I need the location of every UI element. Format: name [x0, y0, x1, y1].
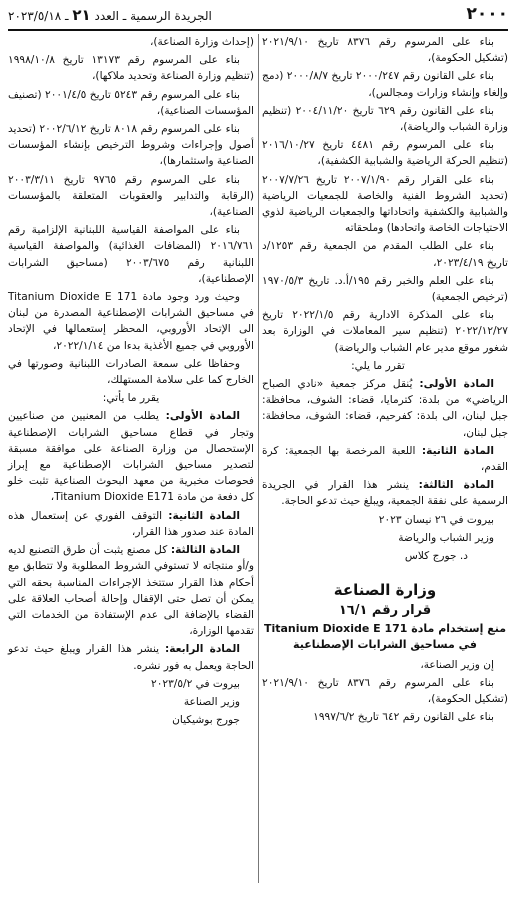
article-text: التوقف الفوري عن إستعمال هذه المادة عند صدور هذا القرار،: [8, 509, 254, 538]
article: [8, 408, 254, 505]
decision-subject-line: منع إستخدام مادة Titanium Dioxide E 171: [263, 621, 507, 635]
preamble-paragraph: بناء على المرسوم رقم ٨٣٧٦ تاريخ ٢٠٢١/٩/١٠ (تشكيل الحكومة)،: [262, 676, 508, 706]
article: [8, 641, 254, 673]
preamble-paragraph: بناء على المرسوم رقم ٨٠١٨ تاريخ ٢٠٠٢/٦/١٢ (تحديد أصول وإجراءات وشروط الترخيص بإنشاء المؤسسات الصناعية واستثمارها)،: [8, 123, 254, 168]
preamble-paragraph: بناء على المرسوم رقم ٤٤٨١ تاريخ ٢٠١٦/١٠/٢٧ (تنظيم الحركة الرياضية والشبابية الكشفية)،: [262, 139, 508, 168]
signer-title: وزير الشباب والرياضة: [398, 531, 494, 544]
opening-line: إن وزير الصناعة،: [420, 658, 494, 671]
signer-title: وزير الصناعة: [183, 695, 240, 708]
page-number: ٢٠٠٠: [466, 4, 508, 24]
article-text: اللعبة المرخصة بها الجمعية: كرة القدم،: [262, 444, 508, 474]
article-label: المادة الثالثة:: [418, 479, 494, 492]
preamble-paragraph: بناء على المذكرة الادارية رقم ٢٠٢٢/١/٥ تاريخ ٢٠٢٢/١٢/٢٧ (تنظيم سير المعاملات في الوزارة بعد شغور موقع مدير عام الشباب والرياضة): [262, 309, 508, 354]
preamble-paragraph: بناء على المرسوم رقم ١٣١٧٣ تاريخ ١٩٩٨/١٠/٨ (تنظيم وزارة الصناعة وتحديد ملاكها)،: [8, 54, 254, 83]
article-text: ينشر هذا القرار ويبلغ حيث تدعو الحاجة ويعمل به فور نشره.: [8, 643, 254, 672]
preamble-paragraph: بناء على العلم والخبر رقم ١٩٥/أ.د. تاريخ ١٩٧٠/٥/٣ (ترخيص الجمعية): [262, 274, 508, 304]
signer-name: جورج بوشيكيان: [172, 714, 240, 727]
article-label: المادة الثالثة:: [170, 544, 241, 557]
preamble-paragraph: بناء على القانون رقم ٦٤٢ تاريخ ١٩٩٧/٦/٢: [313, 711, 494, 724]
header-rule: [8, 29, 508, 31]
article: [8, 508, 254, 540]
article-text: يطلب من المعنيين من صناعيين وتجار في قطاع مساحيق الشرابات الإصطناعية الإستحصال من وزارة الصناعة على موافقة مسبقة لتصدير مساحيق الشرابات الإصطناعية مع إبراز فحوصات مخبرية من معهد البحوث الصناعية تثبت خلو كل دفعة من مادة Titanium Dioxide E171،: [8, 410, 254, 504]
article-text: يُنقل مركز جمعية «نادي الصباح الرياضي» من بلدة: كترمايا، قضاء: الشوف، محافظة: جبل لبنان، الى بلدة: كفرحيم، قضاء: الشوف، محافظة: جبل لبنان،: [262, 378, 508, 439]
running-title: [8, 6, 212, 24]
article-label: المادة الثانية:: [421, 444, 494, 457]
article-label: المادة الثانية:: [168, 509, 240, 522]
article-label: المادة الرابعة:: [164, 643, 240, 656]
preamble-paragraph: بناء على المرسوم رقم ٥٢٤٣ تاريخ ٢٠٠١/٤/٥ (تصنيف المؤسسات الصناعية)،: [8, 88, 254, 117]
gazette-title: الجريدة الرسمية ـ العدد: [94, 9, 212, 23]
article: [262, 376, 508, 441]
article-label: المادة الأولى:: [165, 410, 240, 423]
whereas-paragraph: وحفاظا على سمعة الصادرات اللبنانية وصورتها في الخارج كما على سلامة المستهلك،: [8, 357, 254, 387]
issue-date: ـ ٢٠٢٣/٥/١٨: [8, 9, 69, 23]
article-label: المادة الأولى:: [419, 378, 495, 391]
preamble-paragraph: بناء على القرار رقم ٢٠٠٧/١/٩٠ تاريخ ٢٠٠٧/٧/٢٦ (تحديد الشروط الفنية والخاصة للجمعيات الرياضية والشبابية والكشفية واتحاداتها والجمعيات الرياضية لذوي الاحتياجات الخاصة واتحادها) وملحقاته: [262, 173, 508, 235]
article-text: ينشر هذا القرار في الجريدة الرسمية على نفقة الجمعية، ويبلغ حيث تدعو الحاجة.: [262, 479, 508, 508]
article: [262, 443, 508, 475]
preamble-paragraph: بناء على القانون رقم ٢٠٠٠/٢٤٧ تاريخ ٢٠٠٠/٨/٧ (دمج وإلغاء وإنشاء وزارات ومجالس)،: [262, 70, 508, 99]
article: [8, 542, 254, 639]
page-header: [8, 4, 508, 28]
issue-number: ٢١: [72, 6, 91, 24]
preamble-paragraph: بناء على المواصفة القياسية اللبنانية الإلزامية رقم ٢٠١٦/٧٦١ (المضافات الغذائية) والمواصفة القياسية اللبنانية رقم ٢٠٠٣/٦٧٥ (مساحيق الشرابات الإصطناعية)،: [8, 224, 254, 285]
preamble-paragraph: بناء على المرسوم رقم ٩٧٦٥ تاريخ ٢٠٠٣/٣/١١ (الرقابة والتدابير والعقوبات المتعلقة بالمؤسسات الصناعية)،: [8, 173, 254, 219]
preamble-paragraph: بناء على الطلب المقدم من الجمعية رقم ١٢٥٣/د تاريخ ٢٠٢٣/٤/١٩،: [262, 240, 508, 269]
signer-name: د. جورج كلاس: [404, 550, 468, 563]
column-divider: [258, 34, 259, 883]
preamble-paragraph: بناء على المرسوم رقم ٨٣٧٦ تاريخ ٢٠٢١/٩/١٠ (تشكيل الحكومة)،: [262, 36, 508, 65]
whereas-paragraph: وحيث ورد وجود مادة Titanium Dioxide E 171 في مساحيق الشرابات الإصطناعية المصدرة من لبنان الى الإتحاد الأوروبي، المحظر إستعمالها في الإتحاد الأوروبي في جميع الأغذية بدءا من ٢٠٢٢/١/١٤،: [8, 291, 254, 352]
right-column: [262, 34, 508, 728]
decision-subject-line: في مساحيق الشرابات الإصطناعية: [293, 637, 477, 651]
decision-number: قرار رقم ١٦/١: [338, 602, 432, 618]
place-date: بيروت في ٢٦ نيسان ٢٠٢٣: [378, 513, 494, 526]
preamble-paragraph: بناء على القانون رقم ٦٢٩ تاريخ ٢٠٠٤/١١/٢٠ (تنظيم وزارة الشباب والرياضة)،: [262, 104, 508, 134]
preamble-paragraph: (إحداث وزارة الصناعة)،: [149, 36, 254, 48]
ministry-title: وزارة الصناعة: [333, 581, 437, 600]
left-column: [8, 34, 254, 730]
decides-label: تقرر ما يلي:: [351, 359, 405, 372]
place-date: بيروت في ٢٠٢٣/٥/٢: [151, 677, 240, 690]
article: [262, 477, 508, 509]
article-text: كل مصنع يثبت أن طرق التصنيع لديه و/أو منتجاته لا تستوفي الشروط المطلوبة ولا تتطابق مع أحكام هذا القرار ستتخذ الإجراءات المناسبة بحقه التي يمكن أن تصل حتى الإقفال وإحالة أصحاب العلاقة على القضاء بالإضافة الى عدم الإستفادة من الخدمات التي تقدمها الوزارة،: [8, 544, 254, 638]
decides-label: يقرر ما يأتي:: [102, 392, 160, 405]
